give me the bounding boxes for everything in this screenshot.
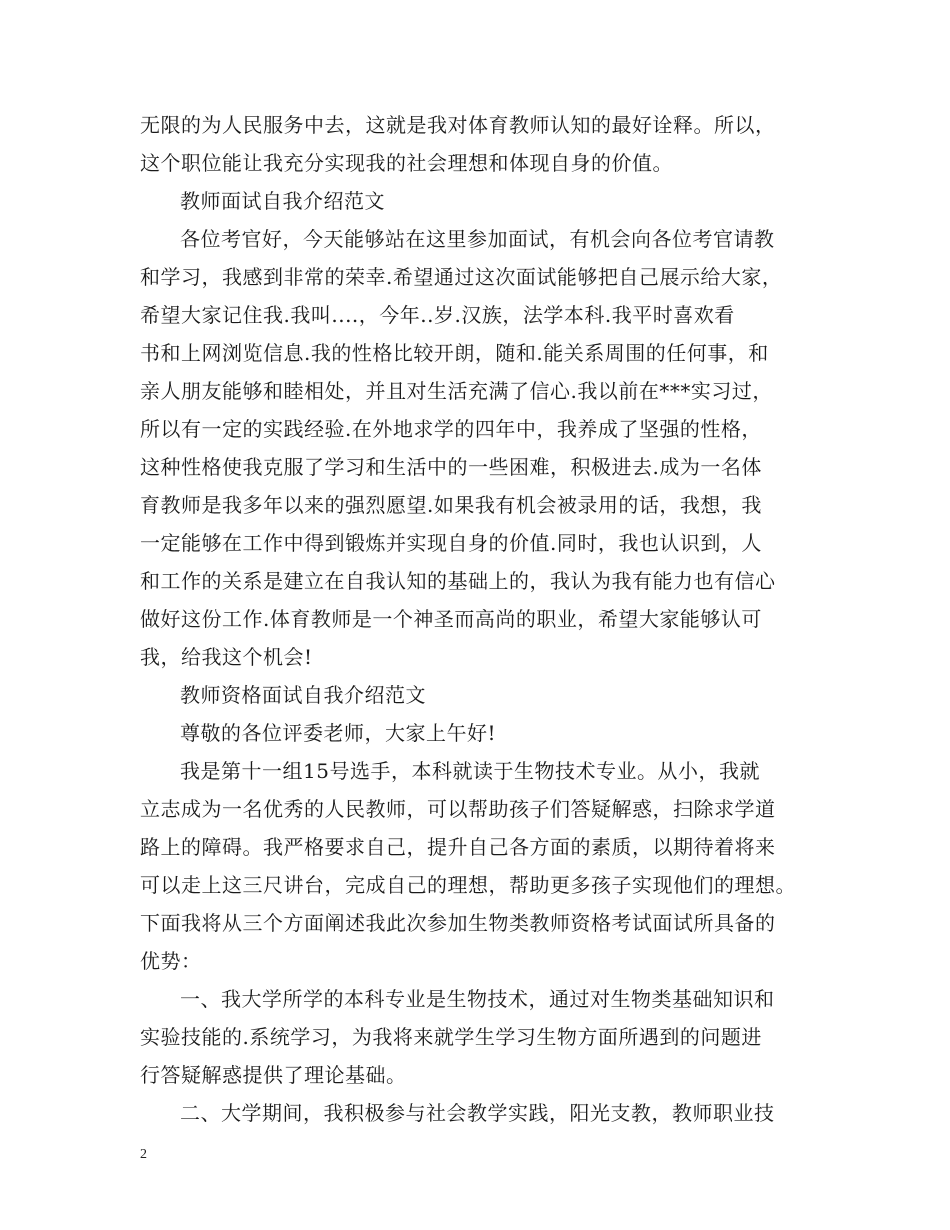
paragraph-start: 各位考官好，今天能够站在这里参加面试，有机会向各位考官请教: [180, 227, 775, 251]
body-text-line: 所以有一定的实践经验.在外地求学的四年中，我养成了坚强的性格，: [140, 417, 762, 441]
body-text-line: 立志成为一名优秀的人民教师，可以帮助孩子们答疑解惑，扫除求学道: [140, 797, 776, 821]
body-text-line: 优势：: [140, 949, 202, 973]
body-text-line: 无限的为人民服务中去，这就是我对体育教师认知的最好诠释。所以，: [140, 113, 776, 137]
paragraph-start: 我是第十一组15号选手，本科就读于生物技术专业。从小，我就: [180, 759, 760, 783]
body-text-line: 下面我将从三个方面阐述我此次参加生物类教师资格考试面试所具备的: [140, 911, 776, 935]
section-heading: 教师面试自我介绍范文: [180, 189, 385, 213]
body-text-line: 和学习，我感到非常的荣幸.希望通过这次面试能够把自己展示给大家，: [140, 265, 783, 289]
body-text-line: 这个职位能让我充分实现我的社会理想和体现自身的价值。: [140, 151, 673, 175]
body-text-line: 可以走上这三尺讲台，完成自己的理想，帮助更多孩子实现他们的理想。: [140, 873, 796, 897]
body-text-line: 这种性格使我克服了学习和生活中的一些困难，积极进去.成为一名体: [140, 455, 762, 479]
body-text-line: 书和上网浏览信息.我的性格比较开朗，随和.能关系周围的任何事，和: [140, 341, 769, 365]
body-text-line: 亲人朋友能够和睦相处，并且对生活充满了信心.我以前在***实习过，: [140, 379, 773, 403]
body-text-line: 实验技能的.系统学习，为我将来就学生学习生物方面所遇到的问题进: [140, 1025, 762, 1049]
body-text-line: 育教师是我多年以来的强烈愿望.如果我有机会被录用的话，我想，我: [140, 493, 762, 517]
greeting-line: 尊敬的各位评委老师，大家上午好!: [180, 721, 497, 745]
body-text-line: 希望大家记住我.我叫....，今年..岁.汉族，法学本科.我平时喜欢看: [140, 303, 735, 327]
body-text-line: 和工作的关系是建立在自我认知的基础上的，我认为我有能力也有信心: [140, 569, 776, 593]
body-text-line: 我，给我这个机会!: [140, 645, 313, 669]
page-number: 2: [140, 1147, 147, 1162]
section-heading: 教师资格面试自我介绍范文: [180, 683, 426, 707]
body-text-line: 路上的障碍。我严格要求自己，提升自己各方面的素质，以期待着将来: [140, 835, 776, 859]
paragraph-start: 一、我大学所学的本科专业是生物技术，通过对生物类基础知识和: [180, 987, 775, 1011]
paragraph-start: 二、大学期间，我积极参与社会教学实践，阳光支教，教师职业技: [180, 1101, 775, 1125]
body-text-line: 做好这份工作.体育教师是一个神圣而高尚的职业，希望大家能够认可: [140, 607, 762, 631]
body-text-line: 行答疑解惑提供了理论基础。: [140, 1063, 407, 1087]
body-text-line: 一定能够在工作中得到锻炼并实现自身的价值.同时，我也认识到，人: [140, 531, 762, 555]
